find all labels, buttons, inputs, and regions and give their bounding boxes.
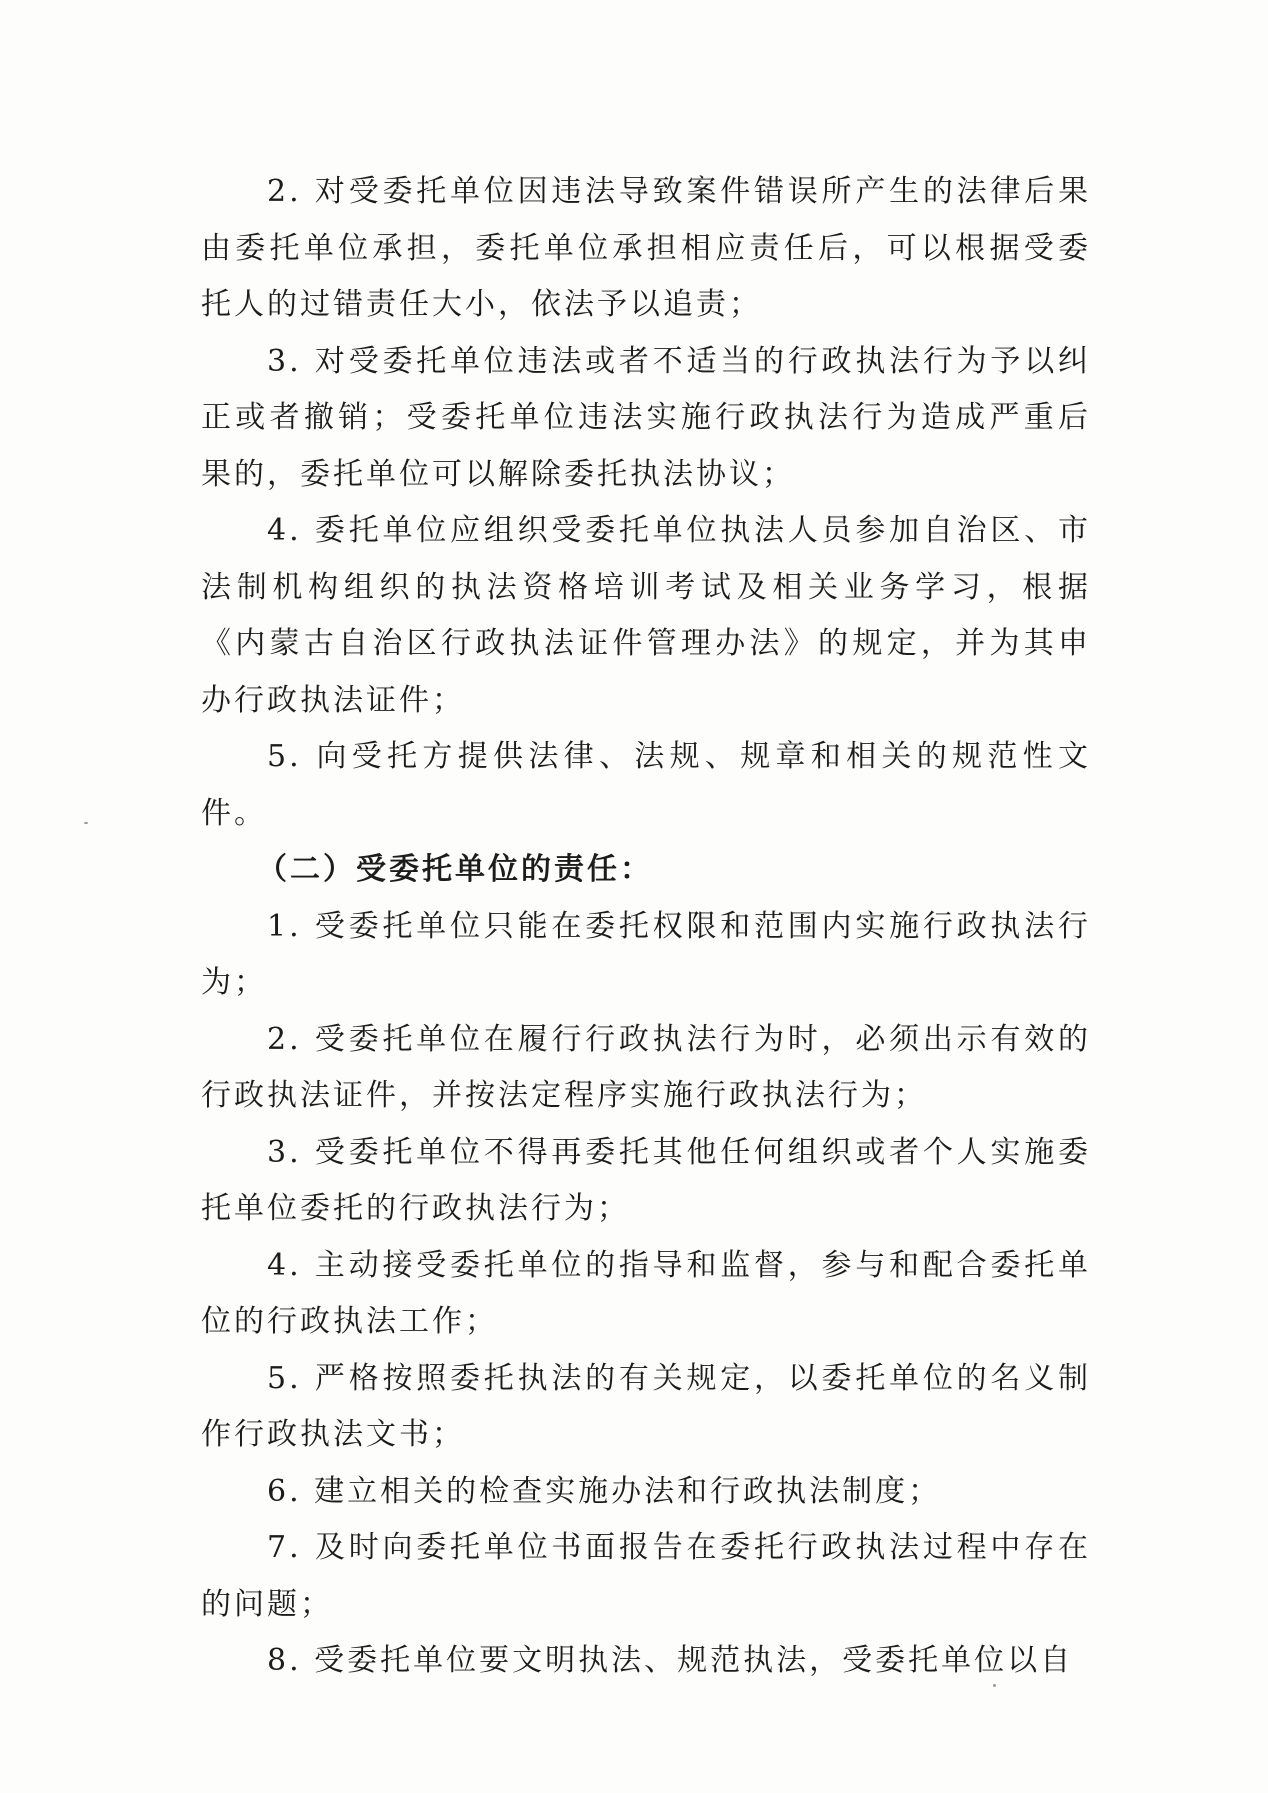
document-body [201,164,1091,1690]
paragraph-b-5: 5. 严格按照委托执法的有关规定，以委托单位的名义制作行政执法文书； [201,1360,1091,1452]
paragraph-b-1: 1. 受委托单位只能在委托权限和范围内实施行政执法行为； [201,908,1091,1000]
section-heading: （二）受委托单位的责任： [257,852,653,887]
paragraph-a-2: 2. 对受委托单位因违法导致案件错误所产生的法律后果由委托单位承担，委托单位承担相应责任后，可以根据受委托人的过错责任大小，依法予以追责； [201,174,1091,322]
paragraph-a-3: 3. 对受委托单位违法或者不适当的行政执法行为予以纠正或者撤销；受委托单位违法实施行政执法行为造成严重后果的，委托单位可以解除委托执法协议； [201,343,1091,492]
scan-speck [84,822,88,824]
paragraph-b-8: 8. 受委托单位要文明执法、规范执法，受委托单位以自 [267,1643,1074,1678]
paragraph-b-2: 2. 受委托单位在履行行政执法行为时，必须出示有效的行政执法证件，并按法定程序实施行政执法行为； [201,1021,1091,1113]
paragraph-a-5: 5. 向受托方提供法律、法规、规章和相关的规范性文件。 [201,739,1091,831]
paragraph-b-7: 7. 及时向委托单位书面报告在委托行政执法过程中存在的问题； [201,1530,1091,1622]
paragraph-b-3: 3. 受委托单位不得再委托其他任何组织或者个人实施委托单位委托的行政执法行为； [201,1134,1091,1226]
paragraph-b-6: 6. 建立相关的检查实施办法和行政执法制度； [267,1473,942,1509]
scan-speck [993,1684,996,1687]
paragraph-b-4: 4. 主动接受委托单位的指导和监督，参与和配合委托单位的行政执法工作； [201,1247,1091,1339]
paragraph-a-4: 4. 委托单位应组织受委托单位执法人员参加自治区、市法制机构组织的执法资格培训考试及相关业务学习，根据《内蒙古自治区行政执法证件管理办法》的规定，并为其申办行政执法证件； [201,513,1091,718]
